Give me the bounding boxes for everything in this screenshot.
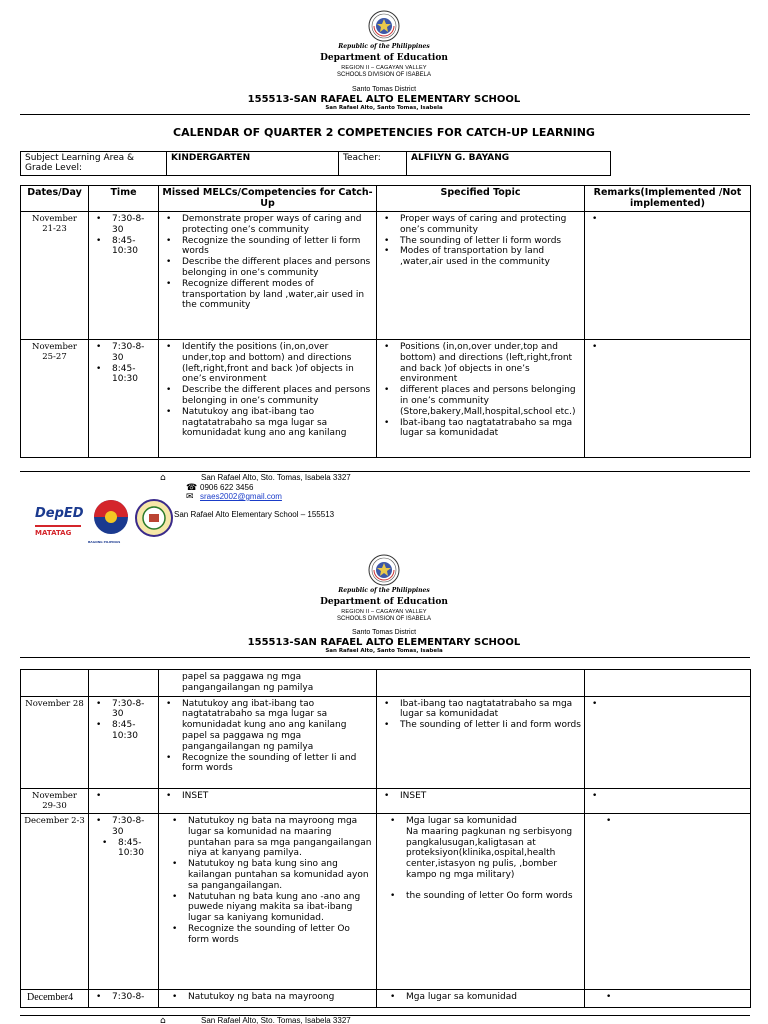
bagong-pilipinas-text: BAGONG PILIPINAS [88, 540, 121, 544]
time-item: • 7:30-8-30 [92, 699, 155, 721]
topic-item: • Mga lugar sa komunidad [380, 992, 581, 1003]
footer-divider [20, 471, 750, 472]
col-topic: Specified Topic [377, 186, 585, 212]
phone-icon: ☎ [186, 483, 198, 493]
teacher-value: ALFILYN G. BAYANG [407, 152, 611, 176]
subject-value: KINDERGARTEN [167, 152, 339, 176]
table-row [21, 212, 751, 340]
row-date: November 25-27 [21, 340, 89, 458]
republic-label: Republic of the Philippines [338, 587, 430, 594]
melc-item: • Describe the different places and persons belonging in one’s community [162, 257, 373, 279]
deped-matatag-logo [35, 497, 85, 547]
col-melcs: Missed MELCs/Competencies for Catch-Up [159, 186, 377, 212]
row-date: December4 [21, 989, 89, 1007]
district-label: Santo Tomas District [351, 86, 417, 93]
region-label: REGION II – CAGAYAN VALLEY [341, 609, 427, 615]
footer-email[interactable]: sraes2002@gmail.com [200, 492, 282, 501]
melc-item: • Natutukoy ang ibat-ibang tao nagtatatrabaho sa mga lugar sa komunidadat kung ano ang kanilang papel sa paggawa ng mga pangangailangan ng pamilya [162, 699, 373, 753]
home-icon: ⌂ [160, 1016, 166, 1024]
row-date: November 29-30 [21, 788, 89, 813]
header-divider [20, 114, 750, 115]
deped-seal-icon [368, 554, 400, 586]
region-label: REGION II – CAGAYAN VALLEY [341, 65, 427, 71]
school-address: San Rafael Alto, Santo Tomas, Isabela [325, 648, 443, 654]
topic-item: • The sounding of letter Ii and form words [380, 720, 581, 731]
table-row [21, 696, 751, 788]
table-row [21, 989, 751, 1007]
time-item: • 8:45-10:30 [92, 838, 155, 860]
school-seal-logo [134, 496, 174, 542]
melc-item: • Natutukoy ng bata na mayroong [162, 992, 373, 1003]
topic-item: • Proper ways of caring and protecting one’s community [380, 214, 581, 236]
melc-item: • Identify the positions (in,on,over under,top and bottom) and directions (left,right,front and back )of objects in one’s environment [162, 342, 373, 385]
info-table [20, 151, 611, 176]
topic-item: • Mga lugar sa komunidad [380, 816, 581, 827]
deped-logo-text: DepED [35, 506, 84, 521]
time-item: • 7:30-8-30 [92, 342, 155, 364]
col-time: Time [89, 186, 159, 212]
subject-label: Subject Learning Area & Grade Level: [21, 152, 167, 176]
table-row [21, 788, 751, 813]
melc-item: • Recognize the sounding of letter Oo form words [162, 924, 373, 946]
time-item: • 8:45-10:30 [92, 236, 155, 258]
table-row [21, 813, 751, 989]
school-address: San Rafael Alto, Santo Tomas, Isabela [325, 105, 443, 111]
topic-item: • Ibat-ibang tao nagtatatrabaho sa mga lugar sa komunidadat [380, 699, 581, 721]
melc-item: • Recognize the sounding of letter Ii and form words [162, 753, 373, 775]
melc-item: • Recognize the sounding of letter Ii form words [162, 236, 373, 258]
matatag-text: MATATAG [35, 529, 72, 537]
time-item: • 7:30-8- [92, 992, 155, 1003]
topic-item: • INSET [380, 791, 581, 802]
topic-item: • Modes of transportation by land ,water,air used in the community [380, 246, 581, 268]
melc-item: • Demonstrate proper ways of caring and protecting one’s community [162, 214, 373, 236]
division-label: SCHOOLS DIVISION OF ISABELA [336, 72, 432, 78]
deped-seal-icon [368, 10, 400, 42]
melc-item: • Describe the different places and persons belonging in one’s community [162, 385, 373, 407]
time-item: • 7:30-8-30 [92, 214, 155, 236]
time-item: • 7:30-8-30 [92, 816, 155, 838]
melc-continuation: papel sa paggawa ng mga pangangailangan ng pamilya [182, 672, 314, 693]
matatag-bar [35, 525, 81, 527]
department-label: Department of Education [320, 53, 448, 63]
mail-icon: ✉ [186, 492, 194, 502]
footer-school: San Rafael Alto Elementary School – 155513 [174, 510, 335, 519]
footer-divider [20, 1015, 750, 1016]
row-date: November 28 [21, 696, 89, 788]
footer-phone: 0906 622 3456 [200, 483, 254, 492]
bagong-pilipinas-logo [90, 498, 132, 542]
district-label: Santo Tomas District [351, 629, 417, 636]
school-name: 155513-SAN RAFAEL ALTO ELEMENTARY SCHOOL [247, 637, 521, 648]
footer-address: San Rafael Alto, Sto. Tomas, Isabela 3327 [201, 1016, 351, 1024]
topic-item: • different places and persons belonging in one’s community (Store,bakery,Mall,hospital,school etc.) [380, 385, 581, 417]
competency-table-page-1 [20, 185, 751, 458]
topic-item: • The sounding of letter Ii form words [380, 236, 581, 247]
time-item: • 8:45-10:30 [92, 364, 155, 386]
row-date: November 21-23 [21, 212, 89, 340]
footer-address: San Rafael Alto, Sto. Tomas, Isabela 3327 [201, 473, 351, 482]
teacher-label: Teacher: [339, 152, 407, 176]
document-title: CALENDAR OF QUARTER 2 COMPETENCIES FOR CATCH-UP LEARNING [173, 126, 595, 139]
department-label: Department of Education [320, 597, 448, 607]
time-item: • 8:45-10:30 [92, 720, 155, 742]
topic-item: • Ibat-ibang tao nagtatatrabaho sa mga lugar sa komunidadat [380, 418, 581, 440]
table-row-continuation [21, 670, 751, 697]
melc-item: • Natutukoy ng bata na mayroong mga lugar sa komunidad na maaring puntahan para sa mga pangangailangan niya at kanyang pamilya. [162, 816, 373, 859]
competency-table-page-2 [20, 669, 751, 1008]
row-date: December 2-3 [21, 813, 89, 989]
col-date: Dates/Day [21, 186, 89, 212]
document-page-2 [0, 548, 768, 1024]
melc-item: • Recognize different modes of transportation by land ,water,air used in the community [162, 279, 373, 311]
division-label: SCHOOLS DIVISION OF ISABELA [336, 616, 432, 622]
melc-item: • Natutuhan ng bata kung ano -ano ang puwede niyang makita sa ibat-ibang lugar sa kaniyang komunidad. [162, 892, 373, 924]
topic-item: • the sounding of letter Oo form words [380, 891, 581, 902]
melc-item: • Natutukoy ng bata kung sino ang kailangan puntahan sa komunidad ayon sa pangangailangan. [162, 859, 373, 891]
col-remarks: Remarks(Implemented /Not implemented) [585, 186, 751, 212]
table-row [21, 340, 751, 458]
home-icon: ⌂ [160, 473, 166, 483]
topic-item: • Positions (in,on,over under,top and bottom) and directions (left,right,front and back )of objects in one’s environment [380, 342, 581, 385]
republic-label: Republic of the Philippines [338, 43, 430, 50]
school-name: 155513-SAN RAFAEL ALTO ELEMENTARY SCHOOL [247, 94, 521, 105]
melc-item: • Natutukoy ang ibat-ibang tao nagtatatrabaho sa mga lugar sa komunidadat kung ano ang kanilang [162, 407, 373, 439]
header-divider [20, 657, 750, 658]
topic-detail: Na maaring pagkunan ng serbisyong pangkalusugan,kaligtasan at proteksiyon(klinika,ospital,health center,istasyon ng pulis, ,bomber kampo ng mga military) [406, 826, 573, 880]
melc-item: • INSET [162, 791, 373, 802]
